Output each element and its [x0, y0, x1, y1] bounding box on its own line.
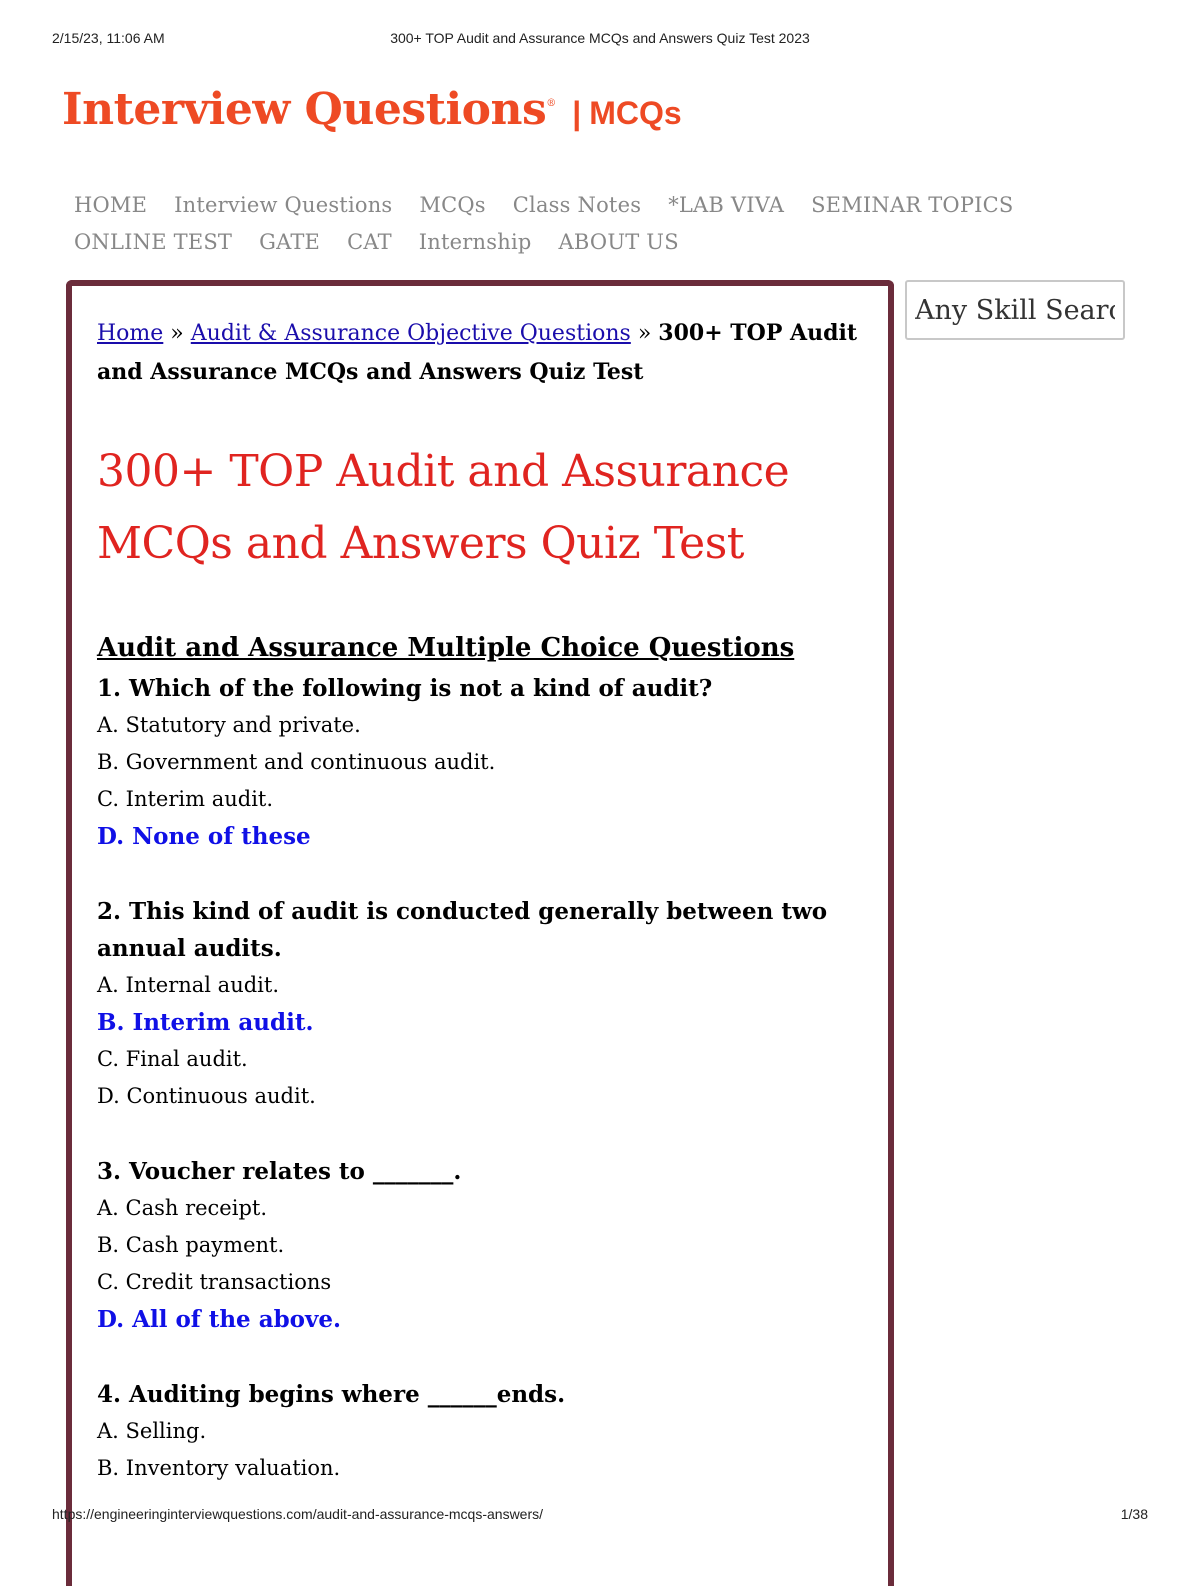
answer-option: A. Statutory and private.	[97, 713, 361, 737]
answer-option: A. Selling.	[97, 1419, 207, 1443]
answer-option: C. Interim audit.	[97, 787, 274, 811]
nav-item-online-test[interactable]: ONLINE TEST	[74, 229, 233, 254]
breadcrumb-home-link[interactable]: Home	[97, 321, 164, 346]
section-title: Audit and Assurance Multiple Choice Questions	[97, 633, 795, 663]
question-block	[97, 1153, 867, 1338]
print-url: https://engineeringinterviewquestions.com/audit-and-assurance-mcqs-answers/	[52, 1506, 544, 1522]
question-text: 4. Auditing begins where ______ends.	[97, 1381, 566, 1408]
print-footer	[0, 1506, 1200, 1526]
question-text: 1. Which of the following is not a kind of audit?	[97, 675, 713, 702]
question-list	[97, 670, 867, 1487]
breadcrumb	[97, 314, 867, 392]
site-logo[interactable]	[62, 84, 682, 135]
nav-item-gate[interactable]: GATE	[259, 229, 321, 254]
answer-option: C. Final audit.	[97, 1047, 248, 1071]
nav-item-class-notes[interactable]: Class Notes	[512, 192, 642, 217]
print-date: 2/15/23, 11:06 AM	[52, 30, 165, 46]
question-block	[97, 1376, 867, 1487]
main-navigation	[74, 186, 1054, 260]
nav-row-1	[74, 186, 1054, 223]
logo-brand-text: Interview Questions	[62, 84, 547, 135]
nav-item-interview-questions[interactable]: Interview Questions	[174, 192, 393, 217]
answer-option: B. Government and continuous audit.	[97, 750, 496, 774]
content-panel	[66, 280, 894, 1586]
question-block	[97, 893, 867, 1115]
content-inner	[97, 314, 867, 1525]
nav-item-about-us[interactable]: ABOUT US	[558, 229, 679, 254]
logo-separator: |	[572, 95, 582, 131]
answer-option: A. Cash receipt.	[97, 1196, 268, 1220]
nav-item-internship[interactable]: Internship	[418, 229, 532, 254]
nav-row-2	[74, 223, 1054, 260]
correct-answer-option: B. Interim audit.	[97, 1009, 314, 1036]
nav-item-cat[interactable]: CAT	[347, 229, 392, 254]
page-title: 300+ TOP Audit and Assurance MCQs and Answers Quiz Test	[97, 446, 790, 569]
breadcrumb-separator: »	[163, 321, 191, 346]
question-block	[97, 670, 867, 855]
print-header	[0, 30, 1200, 50]
skill-search-input[interactable]	[905, 280, 1125, 340]
answer-option: C. Credit transactions	[97, 1270, 332, 1294]
logo-suffix: MCQs	[589, 95, 682, 131]
answer-option: B. Inventory valuation.	[97, 1456, 341, 1480]
breadcrumb-current: 300+ TOP Audit and Assurance MCQs and Answers Quiz Test	[97, 320, 858, 385]
nav-item-seminar-topics[interactable]: SEMINAR TOPICS	[811, 192, 1014, 217]
question-text: 2. This kind of audit is conducted generally between two annual audits.	[97, 898, 828, 962]
print-page-number: 1/38	[1120, 1506, 1148, 1522]
nav-item-mcqs[interactable]: MCQs	[419, 192, 486, 217]
print-title: 300+ TOP Audit and Assurance MCQs and Answers Quiz Test 2023	[390, 30, 810, 46]
answer-option: B. Cash payment.	[97, 1233, 285, 1257]
correct-answer-option: D. All of the above.	[97, 1306, 342, 1333]
correct-answer-option: D. None of these	[97, 823, 311, 850]
answer-option: A. Internal audit.	[97, 973, 279, 997]
breadcrumb-separator: »	[630, 321, 659, 346]
nav-item-home[interactable]: HOME	[74, 192, 148, 217]
answer-option: D. Continuous audit.	[97, 1084, 316, 1108]
nav-item-lab-viva[interactable]: *LAB VIVA	[668, 192, 785, 217]
breadcrumb-category-link[interactable]: Audit & Assurance Objective Questions	[190, 321, 631, 346]
question-text: 3. Voucher relates to _______.	[97, 1158, 462, 1185]
logo-trademark: ®	[546, 98, 557, 109]
